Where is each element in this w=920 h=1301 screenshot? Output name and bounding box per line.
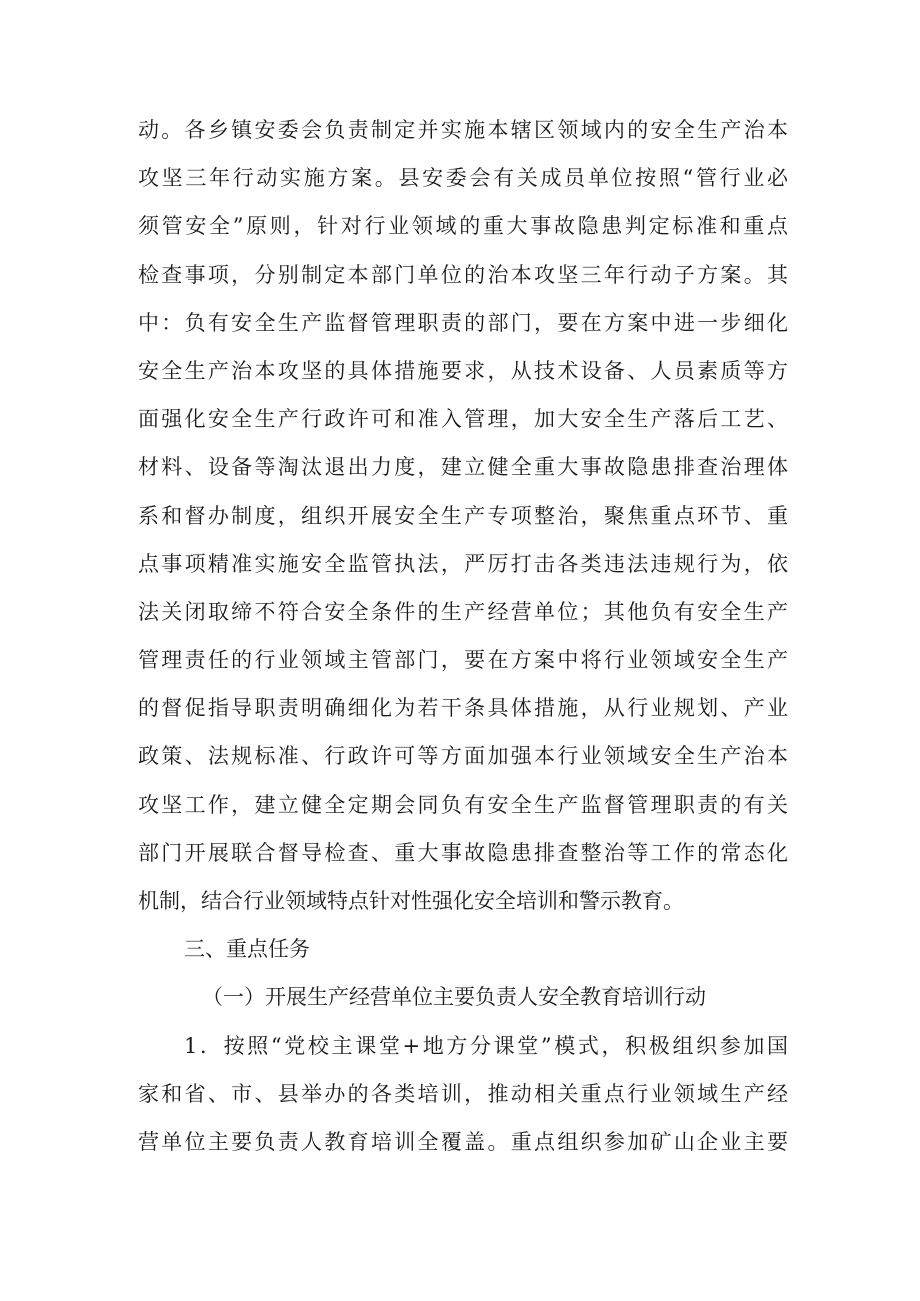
item-line: 家和省、市、县举办的各类培训，推动相关重点行业领域生产经 (138, 1081, 788, 1106)
paragraph-line: 的督促指导职责明确细化为若干条具体措施，从行业规划、产业 (138, 696, 788, 721)
paragraph-line: 安全生产治本攻坚的具体措施要求，从技术设备、人员素质等方 (138, 358, 788, 383)
paragraph-line: 攻坚三年行动实施方案。县安委会有关成员单位按照“管行业必 (138, 166, 788, 191)
paragraph-line: 材料、设备等淘汰退出力度，建立健全重大事故隐患排查治理体 (138, 455, 788, 480)
paragraph-line: 机制，结合行业领域特点针对性强化安全培训和警示教育。 (138, 889, 684, 913)
item-line: 营单位主要负责人教育培训全覆盖。重点组织参加矿山企业主要 (138, 1129, 788, 1154)
paragraph-line: 面强化安全生产行政许可和准入管理，加大安全生产落后工艺、 (138, 407, 788, 432)
paragraph-line: 中：负有安全生产监督管理职责的部门，要在方案中进一步细化 (138, 310, 788, 335)
paragraph-line: 部门开展联合督导检查、重大事故隐患排查整治等工作的常态化 (138, 840, 788, 865)
paragraph-line: 政策、法规标准、行政许可等方面加强本行业领域安全生产治本 (138, 744, 788, 769)
item-line: 1．按照“党校主课堂+地方分课堂”模式，积极组织参加国 (184, 1033, 788, 1058)
paragraph-line: 攻坚工作，建立健全定期会同负有安全生产监督管理职责的有关 (138, 792, 788, 817)
paragraph-line: 检查事项，分别制定本部门单位的治本攻坚三年行动子方案。其 (138, 262, 788, 287)
subsection-heading: （一）开展生产经营单位主要负责人安全教育培训行动 (202, 985, 706, 1010)
paragraph-line: 动。各乡镇安委会负责制定并实施本辖区领域内的安全生产治本 (138, 118, 788, 142)
section-heading: 三、重点任务 (184, 937, 310, 962)
body-text (138, 106, 788, 1166)
paragraph-line: 点事项精准实施安全监管执法，严厉打击各类违法违规行为，依 (138, 551, 788, 576)
paragraph-line: 法关闭取缔不符合安全条件的生产经营单位；其他负有安全生产 (138, 599, 788, 624)
paragraph-line: 系和督办制度，组织开展安全生产专项整治，聚焦重点环节、重 (138, 503, 788, 528)
paragraph-line: 须管安全”原则，针对行业领域的重大事故隐患判定标准和重点 (138, 214, 788, 239)
paragraph-line: 管理责任的行业领域主管部门，要在方案中将行业领域安全生产 (138, 648, 788, 673)
